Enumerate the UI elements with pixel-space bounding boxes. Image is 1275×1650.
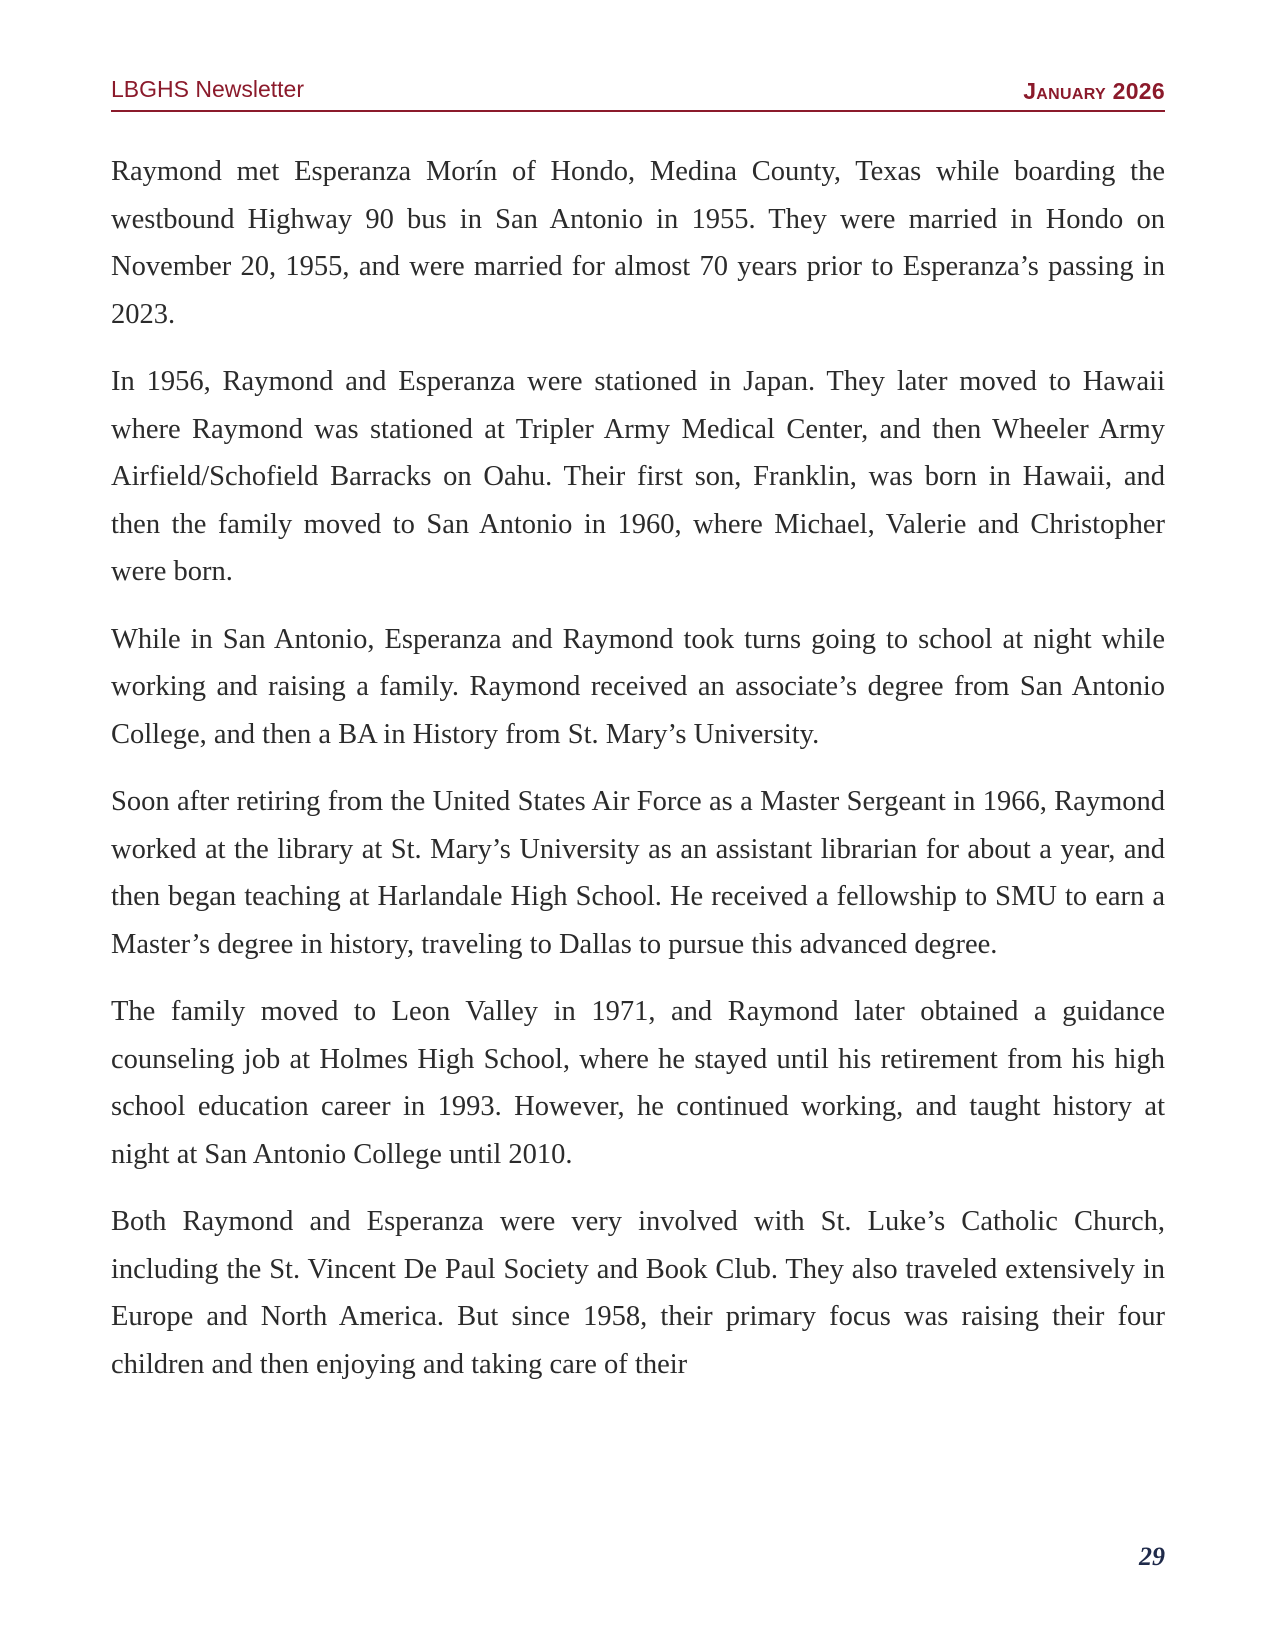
paragraph-6: Both Raymond and Esperanza were very involved with St. Luke’s Catholic Church, including the St. Vincent De Paul Society and Book Club. They also traveled extensively in Europe and North America. But since 1958, their primary focus was raising their four children and then enjoying and taking care of their	[111, 1206, 1165, 1380]
article-body	[111, 148, 1165, 1408]
paragraph-3: While in San Antonio, Esperanza and Raymond took turns going to school at night while working and raising a family. Raymond received an associate’s degree from San Antonio College, and then a BA in History from St. Mary’s University.	[111, 623, 1165, 750]
page-number: 29	[1139, 1542, 1165, 1571]
paragraph-1: Raymond met Esperanza Morín of Hondo, Medina County, Texas while boarding the westbound Highway 90 bus in San Antonio in 1955. They were married in Hondo on November 20, 1955, and were married for almost 70 years prior to Esperanza’s passing in 2023.	[111, 156, 1165, 330]
paragraph-2: In 1956, Raymond and Esperanza were stationed in Japan. They later moved to Hawaii where Raymond was stationed at Tripler Army Medical Center, and then Wheeler Army Airfield/Schofield Barracks on Oahu. Their first son, Franklin, was born in Hawaii, and then the family moved to San Antonio in 1960, where Michael, Valerie and Christopher were born.	[111, 366, 1165, 587]
paragraph-5: The family moved to Leon Valley in 1971, and Raymond later obtained a guidance counseling job at Holmes High School, where he stayed until his retirement from his high school education career in 1993. However, he continued working, and taught history at night at San Antonio College until 2010.	[111, 996, 1165, 1170]
issue-date: January 2026	[1023, 78, 1165, 104]
newsletter-title: LBGHS Newsletter	[111, 76, 305, 102]
paragraph-4: Soon after retiring from the United States Air Force as a Master Sergeant in 1966, Raymond worked at the library at St. Mary’s University as an assistant librarian for about a year, and then began teaching at Harlandale High School. He received a fellowship to SMU to earn a Master’s degree in history, traveling to Dallas to pursue this advanced degree.	[111, 786, 1165, 960]
page-header	[111, 74, 1165, 112]
